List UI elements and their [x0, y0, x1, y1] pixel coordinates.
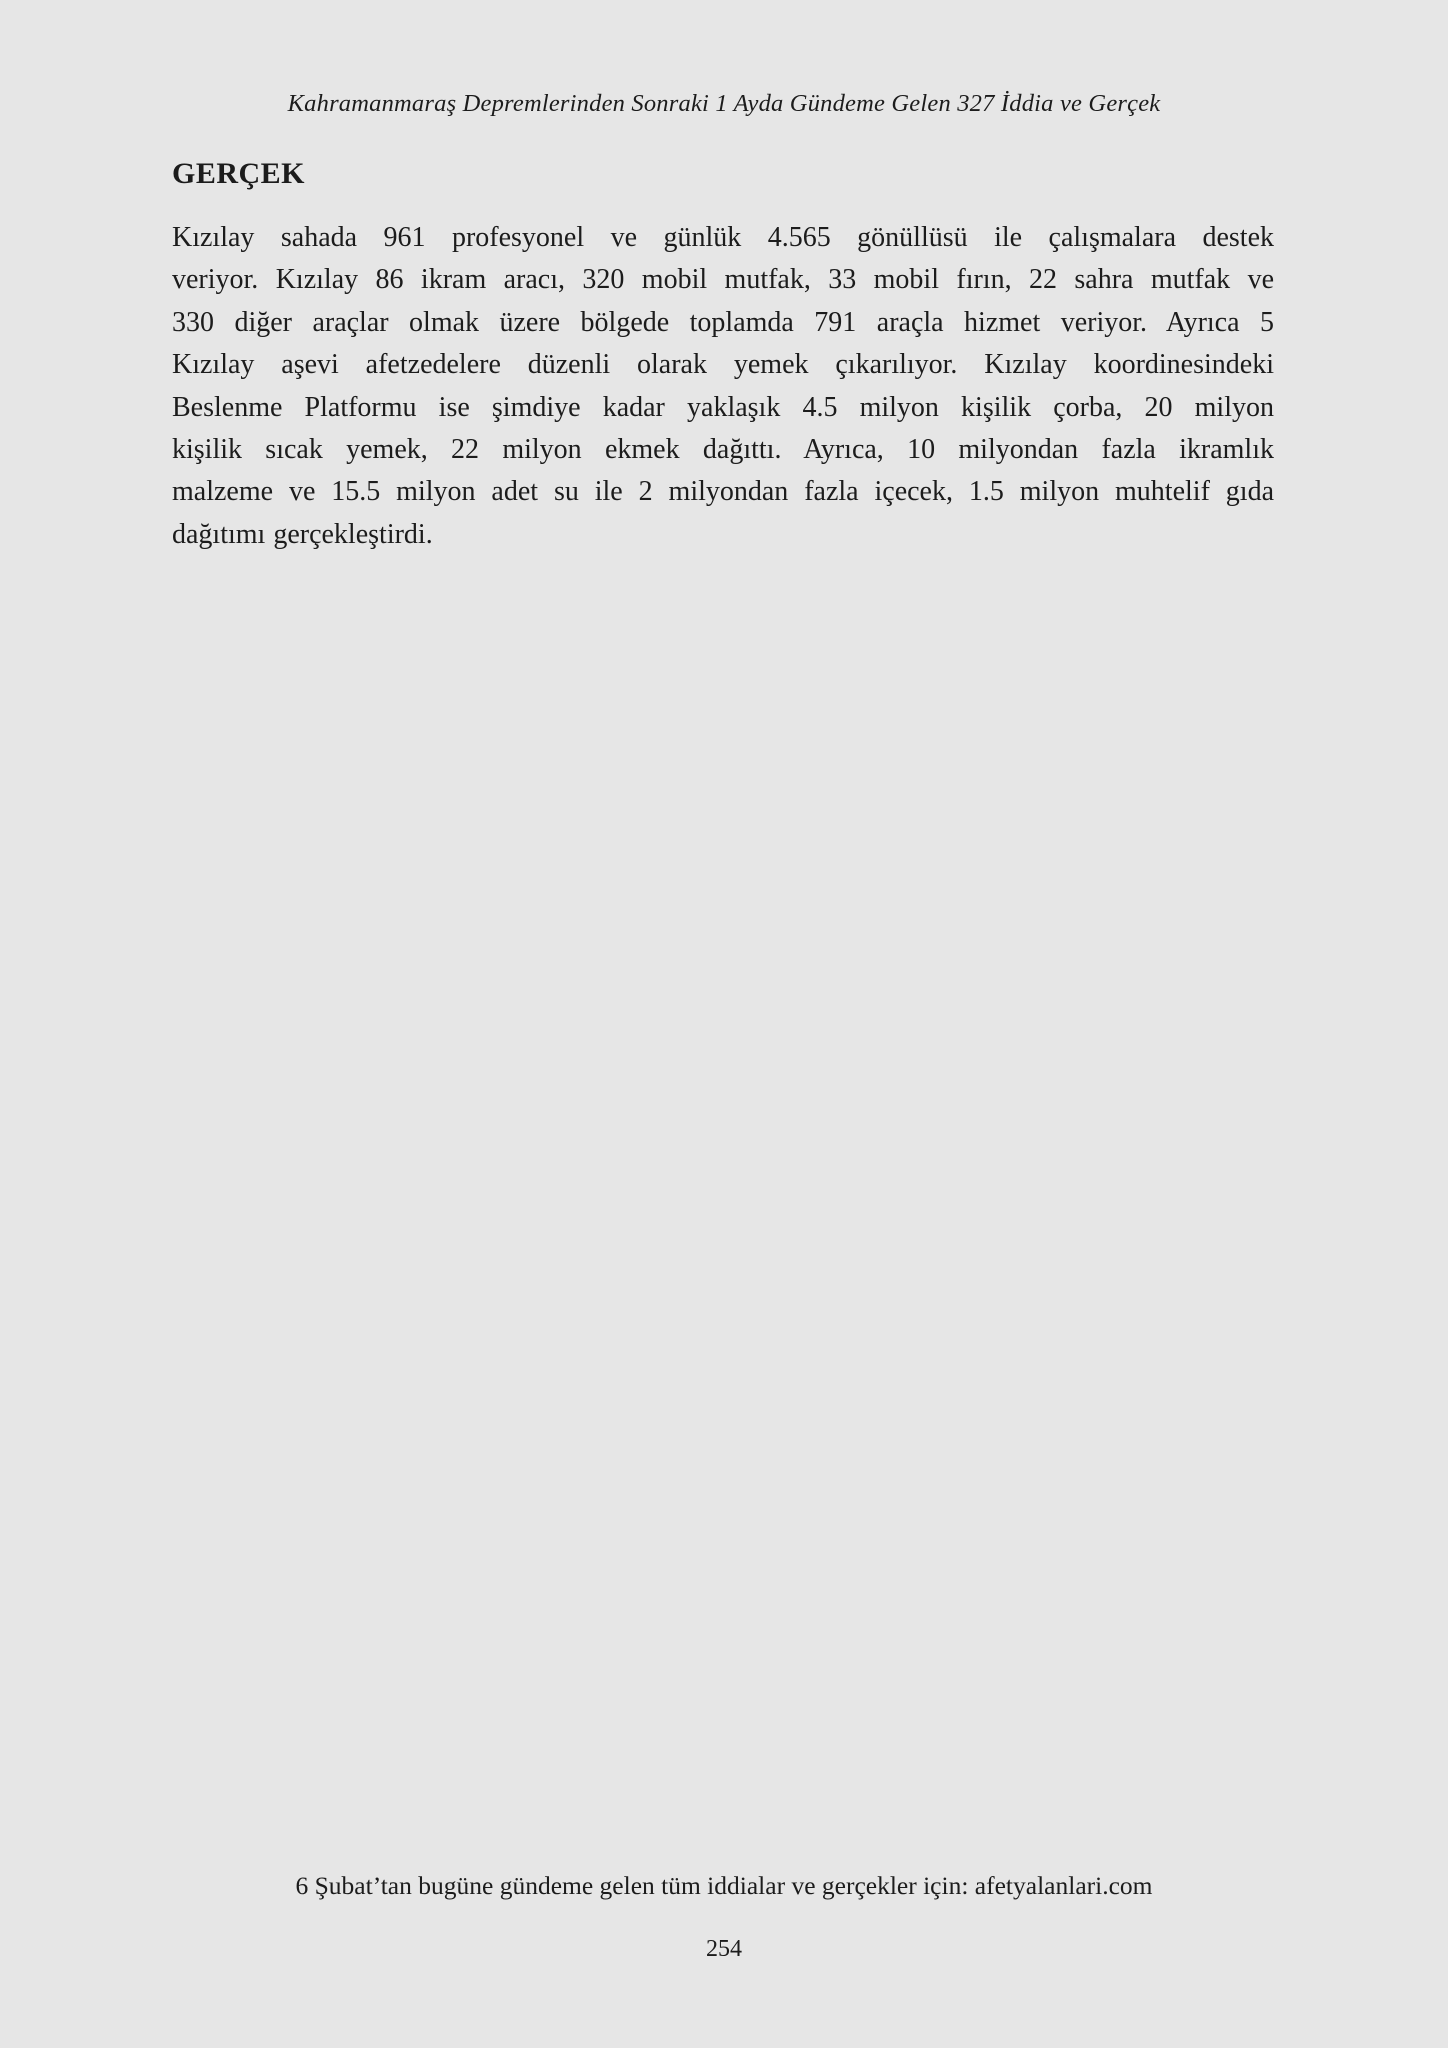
paragraph-line: veriyor. Kızılay 86 ikram aracı, 320 mobil mutfak, 33 mobil fırın, 22 sahra mutfak ve [172, 264, 1274, 296]
paragraph-line: Kızılay aşevi afetzedelere düzenli olarak yemek çıkarılıyor. Kızılay koordinesindeki [172, 349, 1274, 381]
paragraph-line: dağıtımı gerçekleştirdi. [172, 518, 433, 550]
section-heading: GERÇEK [172, 157, 306, 190]
body-paragraph [172, 217, 1274, 556]
footer-note: 6 Şubat’tan bugüne gündeme gelen tüm iddialar ve gerçekler için: afetyalanlari.com [295, 1871, 1153, 1900]
running-header: Kahramanmaraş Depremlerinden Sonraki 1 Ayda Gündeme Gelen 327 İddia ve Gerçek [287, 90, 1161, 117]
paragraph-line: malzeme ve 15.5 milyon adet su ile 2 milyondan fazla içecek, 1.5 milyon muhtelif gıda [172, 476, 1274, 508]
page-number: 254 [706, 1936, 742, 1962]
paragraph-line: 330 diğer araçlar olmak üzere bölgede toplamda 791 araçla hizmet veriyor. Ayrıca 5 [172, 306, 1274, 338]
paragraph-line: Kızılay sahada 961 profesyonel ve günlük 4.565 gönüllüsü ile çalışmalara destek [172, 222, 1274, 253]
paragraph-line: Beslenme Platformu ise şimdiye kadar yaklaşık 4.5 milyon kişilik çorba, 20 milyon [172, 391, 1274, 423]
paragraph-line: kişilik sıcak yemek, 22 milyon ekmek dağıttı. Ayrıca, 10 milyondan fazla ikramlık [172, 433, 1274, 465]
